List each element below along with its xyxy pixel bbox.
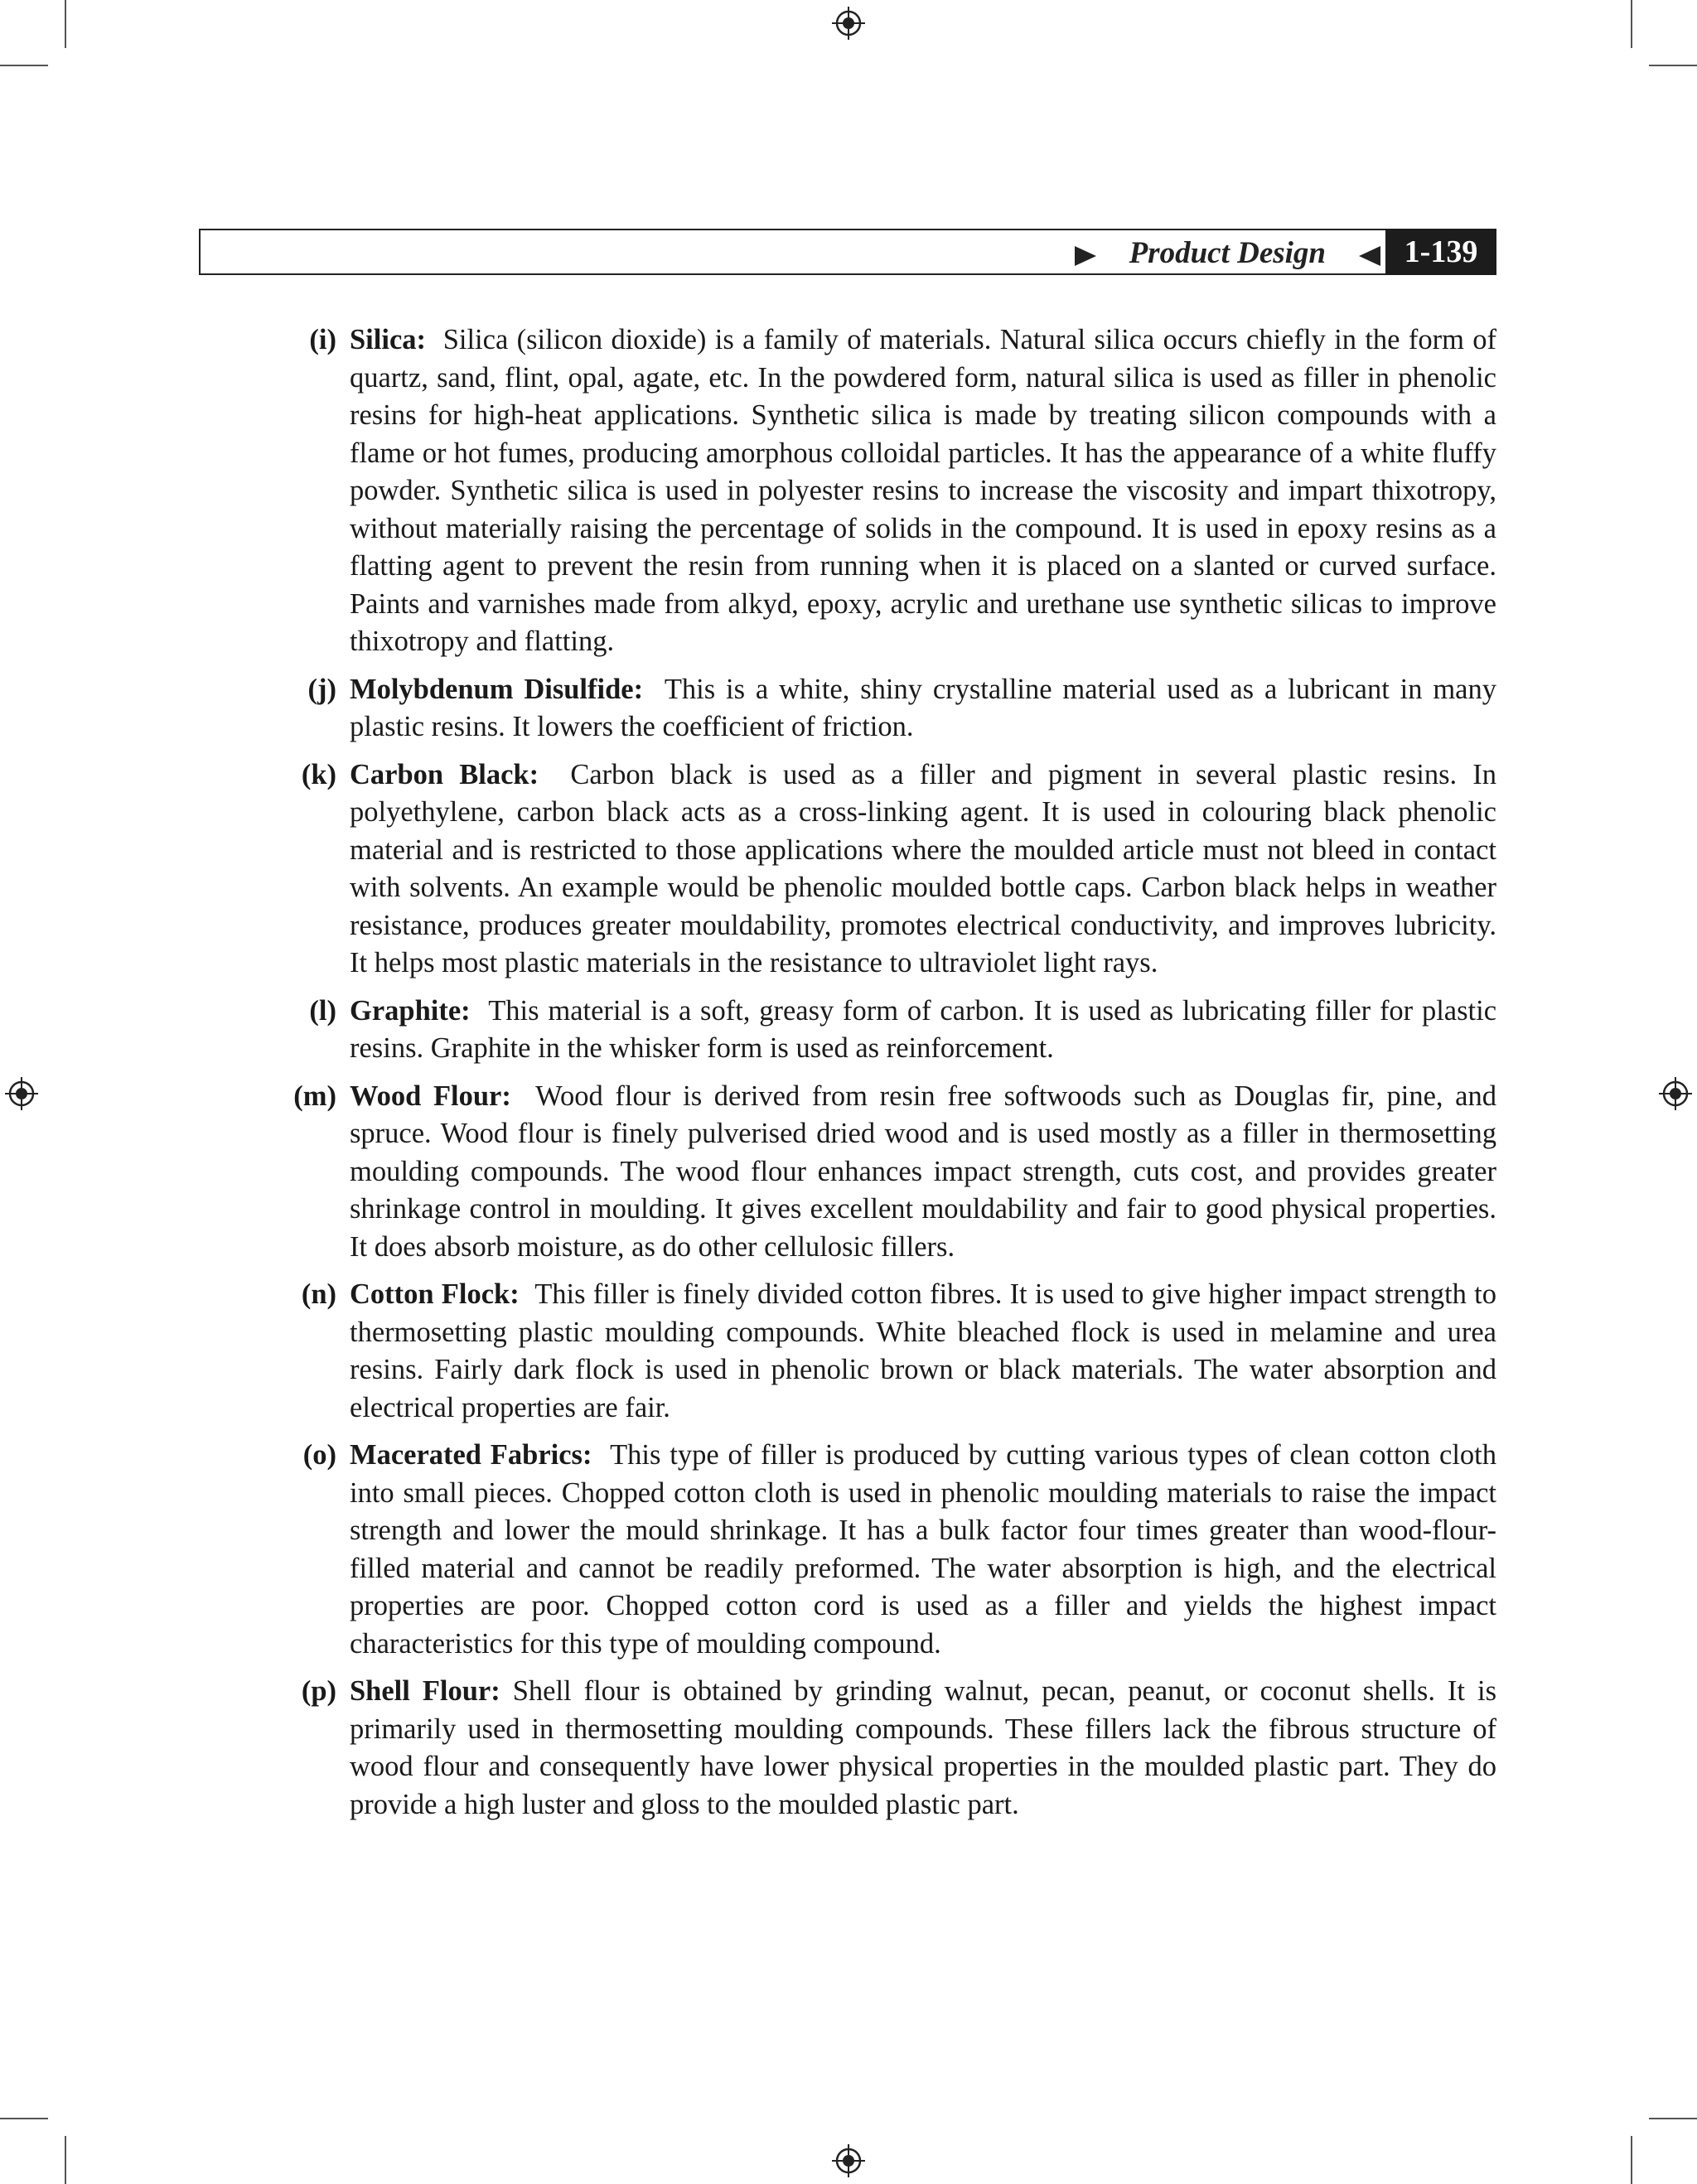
entry-carbon-black [273,756,1496,983]
triangle-right-icon [1075,246,1096,266]
entry-term: Cotton Flock: [350,1278,520,1310]
section-title-text: Product Design [1129,236,1326,270]
entry-text: Silica (silicon dioxide) is a family of materials. Natural silica occurs chiefly in the form of quartz, sand, flint, opal, agate, etc. In the powdered form, natural silica is used as filler in phenolic resins for high-heat applications. Synthetic silica is made by treating silicon compounds with a flame or hot fumes, producing amorphous colloidal particles. It has the appearance of a white fluffy powder. Synthetic silica is used in polyester resins to increase the viscosity and impart thixotropy, without materially raising the percentage of solids in the compound. It is used in epoxy resins as a flatting agent to prevent the resin from running when it is placed on a slanted or curved surface. Paints and varnishes made from alkyd, epoxy, acrylic and urethane use synthetic silicas to improve thixotropy and flatting. [350,324,1496,657]
crop-mark-bottom-right-h [1649,2118,1697,2119]
registration-mark-bottom-icon [832,2144,865,2177]
entry-text: This filler is finely divided cotton fibres. It is used to give higher impact strength to thermosetting plastic moulding compounds. White bleached flock is used in melamine and urea resins. Fairly dark flock is used in phenolic brown or black materials. The water absorption and electrical properties are fair. [350,1278,1496,1423]
entry-term: Graphite: [350,994,471,1027]
entry-shell-flour [273,1673,1496,1824]
entry-label: (n) [301,1278,336,1310]
entry-label: (i) [309,324,336,355]
entry-text: This is a white, shiny crystalline material used as a lubricant in many plastic resins. It lowers the coefficient of friction. [350,673,1496,742]
page-content [273,321,1496,1834]
crop-mark-bottom-left-v [65,2136,66,2184]
crop-mark-top-right-h [1649,65,1697,66]
entry-label: (m) [293,1080,336,1112]
triangle-left-icon [1359,246,1380,266]
entry-text: Carbon black is used as a filler and pigment in several plastic resins. In polyethylene, carbon black acts as a cross-linking agent. It is used in colouring black phenolic material and is restricted to those applications where the moulded article must not bleed in contact with solvents. An example would be phenolic moulded bottle caps. Carbon black helps in weather resistance, produces greater mouldability, promotes electrical conductivity, and improves lubricity. It helps most plastic materials in the resistance to ultraviolet light rays. [350,758,1497,978]
entry-term: Macerated Fabrics: [350,1439,592,1471]
entry-graphite [273,993,1496,1068]
entry-text: Shell flour is obtained by grinding walnut, pecan, peanut, or coconut shells. It is primarily used in thermosetting moulding compounds. These fillers lack the fibrous structure of wood flour and consequently have lower physical properties in the moulded plastic part. They do provide a high luster and gloss to the moulded plastic part. [350,1675,1496,1820]
entry-label: (k) [301,758,336,790]
crop-mark-bottom-left-h [0,2118,48,2119]
registration-mark-left-icon [5,1077,38,1110]
entry-term: Molybdenum Disulfide: [350,673,644,705]
entry-term: Shell Flour: [350,1675,500,1707]
entry-label: (p) [301,1675,336,1707]
entry-macerated-fabrics [273,1437,1496,1663]
running-header [199,229,1496,275]
registration-mark-top-icon [832,7,865,40]
entry-text: Wood flour is derived from resin free softwoods such as Douglas fir, pine, and spruce. Wood flour is finely pulverised dried wood and is used mostly as a filler in thermosetting moulding compounds. The wood flour enhances impact strength, cuts cost, and provides greater shrinkage control in moulding. It gives excellent mouldability and fair to good physical properties. It does absorb moisture, as do other cellulosic fillers. [350,1080,1496,1263]
entry-cotton-flock [273,1276,1496,1427]
entry-label: (o) [302,1439,336,1471]
crop-mark-top-left-v [65,0,66,48]
crop-mark-top-right-v [1631,0,1632,48]
entry-term: Silica: [350,324,426,355]
entry-label: (j) [307,673,336,705]
crop-mark-top-left-h [0,65,48,66]
entry-term: Wood Flour: [350,1080,511,1112]
entry-wood-flour [273,1078,1496,1267]
crop-mark-bottom-right-v [1631,2136,1632,2184]
entry-text: This type of filler is produced by cutting various types of clean cotton cloth into small pieces. Chopped cotton cloth is used in phenolic moulding materials to raise the impact strength and lower the mould shrinkage. It has a bulk factor four times greater than wood-flour-filled material and cannot be readily preformed. The water absorption is high, and the electrical properties are poor. Chopped cotton cord is used as a filler and yields the highest impact characteristics for this type of moulding compound. [350,1439,1497,1660]
registration-mark-right-icon [1659,1077,1692,1110]
entry-label: (l) [309,994,336,1027]
entry-term: Carbon Black: [350,758,539,790]
entry-molybdenum-disulfide [273,671,1496,747]
entry-text: This material is a soft, greasy form of carbon. It is used as lubricating filler for plastic resins. Graphite in the whisker form is used as reinforcement. [350,994,1497,1064]
entry-silica [273,321,1496,661]
section-title [1075,230,1412,273]
page-number: 1-139 [1385,229,1496,275]
